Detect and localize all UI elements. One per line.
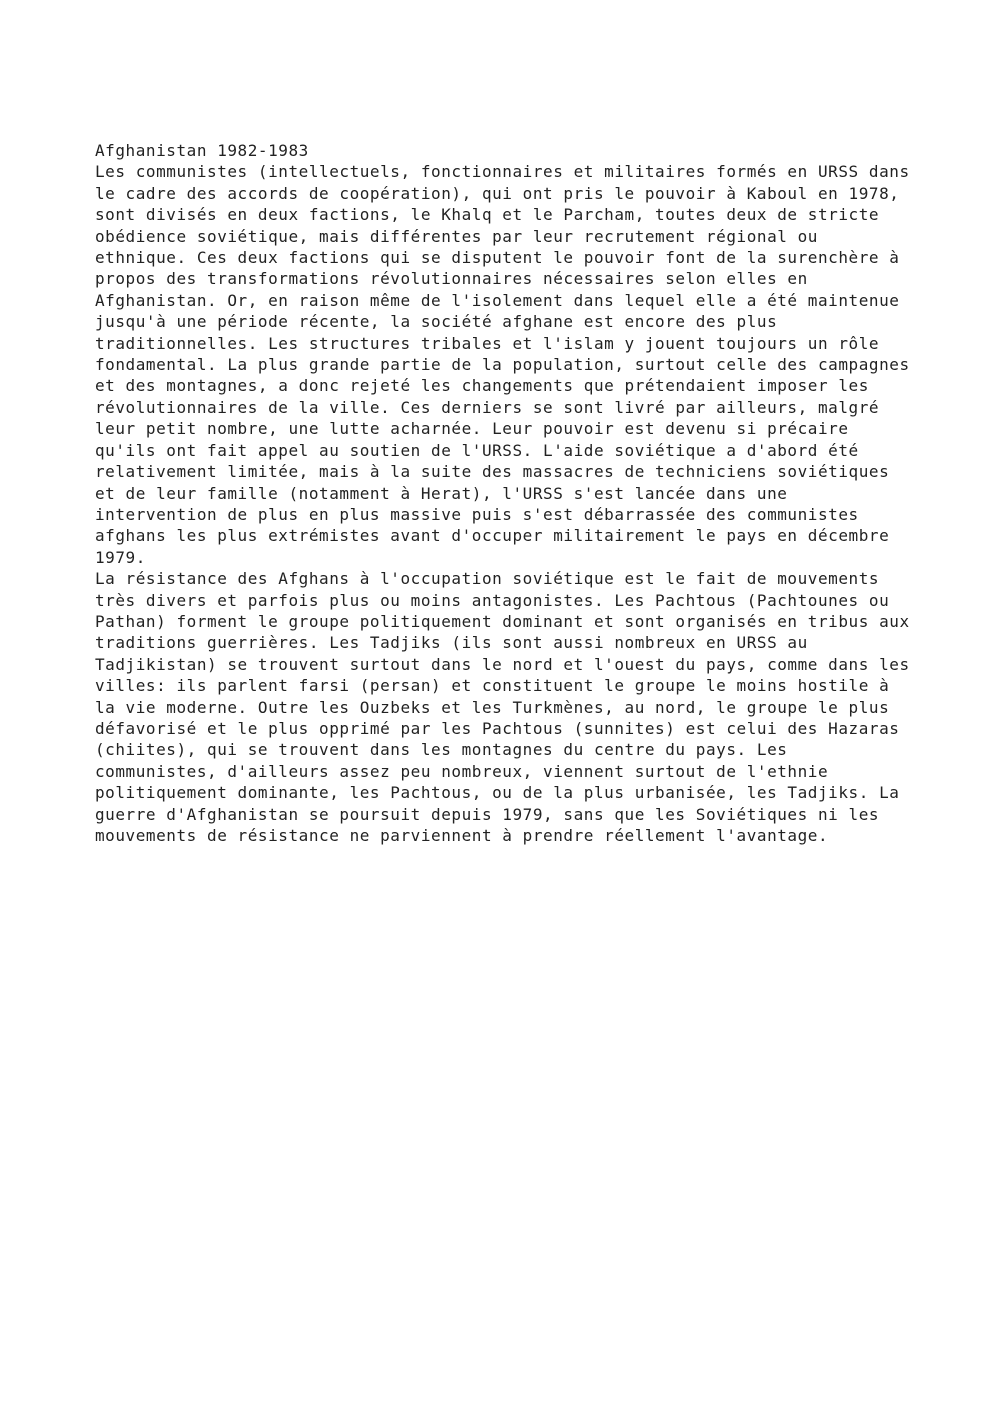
document-title: Afghanistan 1982-1983 (95, 141, 309, 160)
text-line: sont divisés en deux factions, le Khalq et le Parcham, toutes deux de stricte (95, 205, 880, 225)
text-line: intervention de plus en plus massive puis s'est débarrassée des communistes (95, 504, 859, 524)
text-line: traditions guerrières. Les Tadjiks (ils sont aussi nombreux en URSS au (95, 633, 808, 653)
text-line: communistes, d'ailleurs assez peu nombreux, viennent surtout de l'ethnie (95, 761, 829, 781)
text-line: révolutionnaires de la ville. Ces derniers se sont livré par ailleurs, malgré (95, 397, 880, 417)
text-line: relativement limitée, mais à la suite des massacres de techniciens soviétiques (95, 462, 890, 482)
text-line: guerre d'Afghanistan se poursuit depuis 1979, sans que les Soviétiques ni les (95, 804, 880, 824)
text-line: la vie moderne. Outre les Ouzbeks et les Turkmènes, au nord, le groupe le plus (95, 697, 890, 717)
document-page (95, 140, 925, 846)
text-line: politiquement dominante, les Pachtous, ou de la plus urbanisée, les Tadjiks. La (95, 783, 900, 803)
text-line: jusqu'à une période récente, la société afghane est encore des plus (95, 312, 778, 332)
text-line: mouvements de résistance ne parviennent à prendre réellement l'avantage. (95, 826, 829, 845)
text-line: obédience soviétique, mais différentes par leur recrutement régional ou (95, 226, 818, 246)
text-line: (chiites), qui se trouvent dans les montagnes du centre du pays. Les (95, 740, 788, 760)
text-line: 1979. (95, 547, 146, 567)
text-line: villes: ils parlent farsi (persan) et constituent le groupe le moins hostile à (95, 676, 890, 696)
text-line: La résistance des Afghans à l'occupation soviétique est le fait de mouvements (95, 569, 880, 589)
text-line: leur petit nombre, une lutte acharnée. Leur pouvoir est devenu si précaire (95, 419, 849, 439)
text-line: le cadre des accords de coopération), qui ont pris le pouvoir à Kaboul en 1978, (95, 183, 900, 203)
text-line: défavorisé et le plus opprimé par les Pachtous (sunnites) est celui des Hazaras (95, 718, 900, 738)
text-line: traditionnelles. Les structures tribales et l'islam y jouent toujours un rôle (95, 333, 880, 353)
text-line: Afghanistan. Or, en raison même de l'isolement dans lequel elle a été maintenue (95, 290, 900, 310)
text-line: fondamental. La plus grande partie de la population, surtout celle des campagnes (95, 355, 910, 375)
text-line: Tadjikistan) se trouvent surtout dans le nord et l'ouest du pays, comme dans les (95, 654, 910, 674)
text-line: et de leur famille (notamment à Herat), l'URSS s'est lancée dans une (95, 483, 788, 503)
text-line: qu'ils ont fait appel au soutien de l'URSS. L'aide soviétique a d'abord été (95, 440, 859, 460)
text-line: Les communistes (intellectuels, fonctionnaires et militaires formés en URSS dans (95, 162, 910, 182)
text-line: ethnique. Ces deux factions qui se disputent le pouvoir font de la surenchère à (95, 248, 900, 268)
text-line: Pathan) forment le groupe politiquement dominant et sont organisés en tribus aux (95, 611, 910, 631)
text-line: afghans les plus extrémistes avant d'occuper militairement le pays en décembre (95, 526, 890, 546)
text-line: et des montagnes, a donc rejeté les changements que prétendaient imposer les (95, 376, 869, 396)
text-line: propos des transformations révolutionnaires nécessaires selon elles en (95, 269, 808, 289)
text-line: très divers et parfois plus ou moins antagonistes. Les Pachtous (Pachtounes ou (95, 590, 890, 610)
